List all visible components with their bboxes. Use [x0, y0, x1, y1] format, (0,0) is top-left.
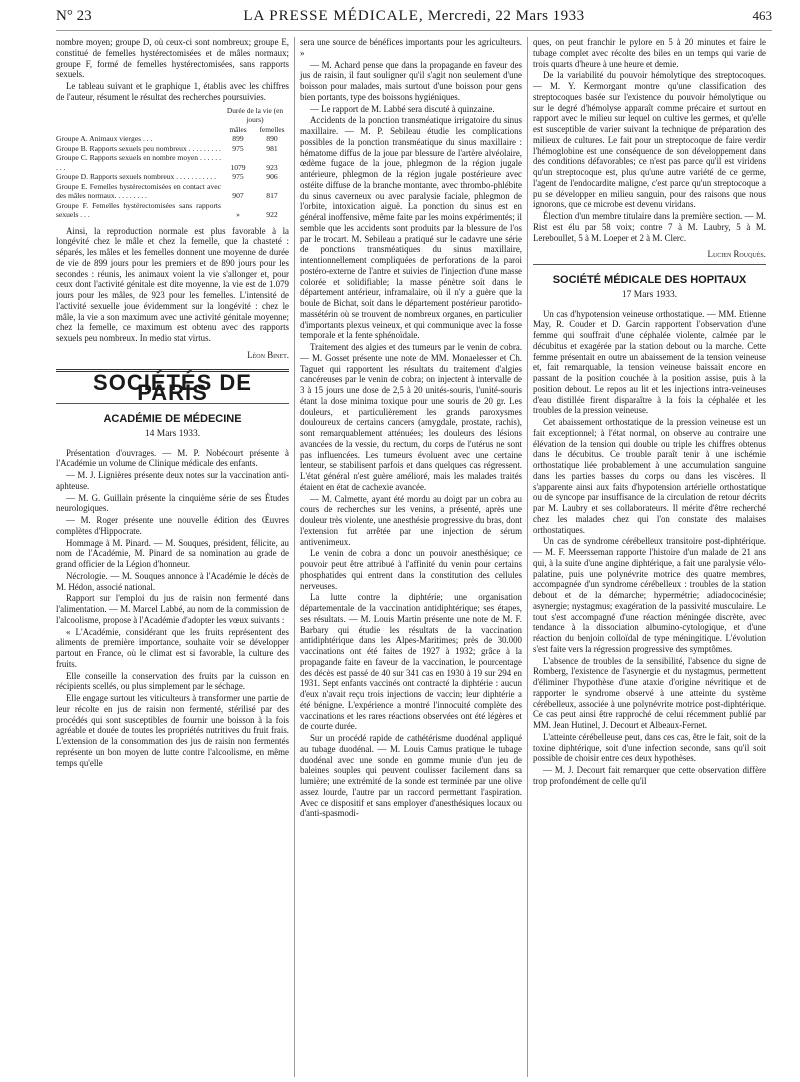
paragraph: Ainsi, la reproduction normale est plus favorable à la longévité chez le mâle et chez la femelle, que la chasteté : séparés, les mâles et les femelles donnent une moyenne de durée de vie de 899 jours pour les premiers et de 890 jours pour les secondes : réunis, les animaux voient la vie s'allonger et, pour ceux dont l'activité génitale est dite moyenne, la vie est de 1.079 jours pour les mâles, de 923 pour les femelles. L'intensité de l'activité sexuelle joue évidemment sur la longévité : chez le mâle, la vie a son maximum avec une activité génitale moyenne; chez la femelle, ce maximum est obtenu avec des rapports sexuels peu nombreux. In medio stat virtus. — [56, 225, 289, 343]
paragraph: Sur un procédé rapide de cathétérisme duodénal appliqué au tubage duodénal. — M. Louis Camus pratique le tubage duodénal avec une sonde en gomme munie d'un jeu de baleines souples qui peuvent coulisser facilement dans sa lumière; une extrémité de la sonde est terminée par une olive assez lourde, l'autre par un raccord permettant l'aspiration. Avec ce dispositif et sans employer d'anesthésiques locaux ou d'anti-spasmodi- — [300, 733, 522, 819]
issue-number: N° 23 — [56, 8, 92, 24]
cell-males: 975 — [232, 143, 244, 153]
paragraph: Le venin de cobra a donc un pouvoir anesthésique; ce pouvoir peut être attribué à l'affinité du venin pour certains phosphatides qui entrent dans la constitution des cellules nerveuses. — [300, 548, 522, 591]
paragraph: — M. J. Decourt fait remarquer que cette observation diffère trop profondément de celle qu'il — [533, 765, 766, 786]
column-2 — [295, 37, 527, 1077]
paragraph: Cet abaissement orthostatique de la pression veineuse est un fait exceptionnel; à l'état normal, on observe au contraire une élévation de la tension qui double ou triple les chiffres obtenus dans le décubitus. Ce trouble paraît tenir à une ischémie orthostatique liée probablement à une accumulation sanguine dans les parties basses du corps ou dans les viscères. Il s'apparente ainsi aux faits d'hypotension artérielle orthostatique ou de syncope par insuffisance de la circulation de retour décrits par M. Laubry et ses collaborateurs. Il mérite d'être recherché chez les malades chez qui l'on constate des malaises orthostatiques. — [533, 417, 766, 535]
paragraph: « L'Académie, considérant que les fruits représentent des aliments de première importance, souhaite voir se développer partout en France, où le climat est si favorable, la culture des fruits. — [56, 626, 289, 669]
row-label: Groupe D. Rapports sexuels nombreux . . . . . . . . . . . — [56, 172, 217, 181]
paragraph: Un cas de syndrome cérébelleux transitoire post-diphtérique. — M. F. Meersseman rapporte l'histoire d'un malade de 21 ans qui, à la suite d'une angine diphtérique, a fait une paralysie vélo-palatine, puis une polynévrite motrice des quatre membres, accompagnée d'un syndrome cérébelleux : troubles de la station debout et de la démarche; hypermétrie; adiadococinésie; asynergie; nystagmus; exagération de la passivité musculaire. Le tout s'est accompagné d'une réaction méningée discrète, avec tendance à la dissociation albumino-cytologique, et d'une réaction du benjoin colloïdal de type méningitique. L'évolution s'est faite vers la régression progressive des symptômes. — [533, 536, 766, 654]
cell-males: 907 — [232, 191, 244, 200]
table-head: Durée de la vie (en jours) — [226, 105, 284, 124]
lifespan-table — [56, 106, 289, 220]
table-row — [56, 144, 289, 154]
paragraph: — M. Calmette, ayant été mordu au doigt par un cobra au cours de recherches sur les venins, a présenté, après une douleur très violente, une anesthésie progressive du bras, dont l'extension fut arrêtée par une injection de sérum antivenimeux. — [300, 493, 522, 547]
cell-females: 922 — [266, 210, 278, 219]
paragraph: La lutte contre la diphtérie; une organisation départementale de la vaccination antidiphtérique; ses étapes, ses résultats. — M. Louis Martin présente une note de M. F. Barbary qui étudie les résultats de la vaccination antidiphtérique dans les Alpes-Maritimes; près de 30.000 vaccinations ont été faites de 1927 à 1932; grâce à la propagande faite en faveur de la vaccination, le pourcentage des décès est passé de 40 sur 341 cas en 1930 à 19 sur 294 en 1931. Sept enfants vaccinés ont contracté la diphtérie : aucun d'eux n'avait reçu trois injections de vaccin; leur diphtérie a été bénigne. L'expérience a montré l'innocuité complète des vaccinations et les rares réactions observées ont été légères et de courte durée. — [300, 592, 522, 732]
columns — [56, 37, 772, 1077]
column-1 — [56, 37, 294, 1077]
society-heading: SOCIÉTÉ MÉDICALE DES HOPITAUX — [552, 274, 747, 286]
paragraph: De la variabilité du pouvoir hémolytique des streptocoques. — M. Y. Kermorgant montre qu'une classification des streptocoques basée sur l'existence du pouvoir hémolytique ou sur le degré d'hémolyse apparaît comme précaire et surtout en rapport avec le milieu sur lequel on cultive les germes, et qu'elle est susceptible de varier suivant la technique de préparation des milieux de cultures. Le fait pour un streptocoque de faire verdir l'hémoglobine est une conséquence de son développement dans des conditions défavorables; ce n'est pas parce qu'il est viridens qu'un streptocoque est, plus qu'une autre variété de ce germe, l'agent de l'endocardite maligne, c'est parce qu'un streptocoque a pu se développer en milieu sanguin, pour des raisons que nous ignorons, que ce microbe est devenu viridans. — [533, 70, 766, 210]
paragraph: ques, on peut franchir le pylore en 5 à 20 minutes et faire le tubage complet avec récolte des biles en un temps qui varie de trois quarts d'heure à une heure et demie. — [533, 37, 766, 69]
row-label: Groupe E. Femelles hystérectomisées en contact avec des mâles normaux. . . . . . . . . — [56, 181, 221, 200]
table-row — [56, 134, 289, 144]
paragraph: Élection d'un membre titulaire dans la première section. — M. Rist est élu par 58 voix; contre 7 à M. Laubry, 5 à M. Lereboullet, 5 à M. Loeper et 2 à M. Clerc. — [533, 211, 766, 243]
row-label: Groupe B. Rapports sexuels peu nombreux . . . . . . . . . — [56, 143, 221, 153]
session-date: 17 Mars 1933. — [621, 289, 678, 300]
paragraph: L'absence de troubles de la sensibilité, l'absence du signe de Romberg, l'existence de l'asynergie et du nystagmus, permettent d'éliminer l'hypothèse d'une ataxie d'origine névritique et de rapporter le syndrome observé à une atteinte du système cérébelleux, associée à une polynévrite motrice post-diphtérique. Ce cas peut ainsi être rapproché de celui récemment publié par MM. Jean Hutinel, J. Decourt et Albeaux-Fernet. — [533, 655, 766, 730]
paragraph: — M. Achard pense que dans la propagande en faveur des jus de raisin, il faut souligner qu'il s'agit non seulement d'une boisson pour malades, mais surtout d'une boisson pour gens bien portants, type des boissons hygiéniques. — [300, 59, 522, 102]
paragraph: — M. J. Lignières présente deux notes sur la vaccination anti-aphteuse. — [56, 470, 289, 491]
cell-females: 981 — [266, 143, 278, 153]
cell-females: 923 — [266, 162, 278, 172]
paragraph: Rapport sur l'emploi du jus de raisin non fermenté dans l'alimentation. — M. Marcel Labbé, au nom de la commission de l'alcoolisme, propose à l'Académie d'adopter les vœux suivants : — [56, 593, 289, 625]
paragraph: Un cas d'hypotension veineuse orthostatique. — MM. Etienne May, R. Couder et D. Garcin rapportent l'observation d'une femme qui souffrait d'une céphalée violente, calmée par le décubitus et exagérée par la station debout ou la marche. Cette femme présentait en outre un abaissement de la tension veineuse et, fait remarquable, la tension veineuse baissait encore en passant de la position couchée à la position assise, puis à la position debout. Le repos au lit et les injections intra-veineuses d'eau distillée firent disparaître à la fois la céphalée et les troubles de la pression veineuse. — [533, 308, 766, 416]
paragraph: Elle conseille la conservation des fruits par la cuisson en récipients scellés, ou plus simplement par le séchage. — [56, 670, 289, 692]
paragraph: Accidents de la ponction transméatique irrigatoire du sinus maxillaire. — M. P. Sebileau étudie les complications possibles de la ponction transméatique du sinus maxillaire : hématome diffus de la joue par blessure de l'artère alvéolaire, œdème fugace de la joue, phlegmon de la région jugale antérieure, phlegmon de la région jugale postérieure avec ostéite diffuse de la branche montante, avec thrombo-phlébite du sinus caverneux ou avec paralysie faciale, phlegmon de l'orbite, intoxication aiguë. La ponction du sinus est en général inoffensive, même faite par les moins expérimentés; il semble que les accidents sont produits par la blessure de l'os par le trocart. M. Sebileau a pratiqué sur le cadavre une série de ponctions transméatiques du sinus maxillaire, intentionnellement compliquées de perforations de la paroi postéro-externe de l'antre et suivies de l'injection d'une masse colorée et solidifiable; la masse pénètre soit dans le département antérieur, inframalaire, où il n'y a guère que la boule de Bichat, soit dans le département postérieur parotido-massétérin où se trouvent de nombreux organes, en particulier d'importants plexus veineux, et qui communique avec la fosse temporale et la fente sphénoïdale. — [300, 115, 522, 341]
society-heading: ACADÉMIE DE MÉDECINE — [103, 413, 242, 425]
paragraph: — Le rapport de M. Labbé sera discuté à quinzaine. — [310, 103, 495, 114]
paragraph: Elle engage surtout les viticulteurs à transformer une partie de leur récolte en jus de raisin non fermenté, stérilisé par des procédés qui sont susceptibles de fournir une boisson à la fois agréable et douée de toutes les propriétés nutritives du fruit frais. L'extension de la consommation des jus de raisin non fermentés représente un bon moyen de lutte contre l'alcoolisme, en même temps qu'elle — [56, 693, 289, 768]
folio: 463 — [752, 8, 772, 23]
row-label: Groupe C. Rapports sexuels en nombre moyen . . . . . . . . . — [56, 153, 221, 172]
cell-males: » — [236, 210, 240, 219]
paragraph: Hommage à M. Pinard. — M. Souques, président, félicite, au nom de l'Académie, M. Pinard de sa nomination au grade de grand officier de la Légion d'honneur. — [56, 537, 289, 569]
paragraph: Nécrologie. — M. Souques annonce à l'Académie le décès de M. Hédon, associé national. — [56, 570, 289, 592]
journal-name: LA PRESSE MÉDICALE, — [243, 8, 424, 24]
issue-date: Mercredi, 22 Mars 1933 — [427, 8, 585, 24]
cell-females: 906 — [266, 172, 278, 181]
paragraph: Traitement des algies et des tumeurs par le venin de cobra. — M. Gosset présente une note de MM. Monaelesser et Ch. Taguet qui rapportent les résultats du traitement d'algies cancéreuses par le venin de cobra; on injectent à intervalle de 3 à 15 jours une dose de 2,5 à 20 unités-souris, l'unité-souris étant la dose minima toxique pour une souris de 20 gr. Les douleurs, et particulièrement les grands paroxysmes douloureux de certains cancers (amygdale, prostate, rachis), sont remarquablement atténuées; les douleurs des lésions avancées de la vessie, du rectum, du corps de l'utérus ne sont pas influencées. Les tumeurs évoluent avec une certaine lenteur, se stabilisent parfois et dans quelques cas régressent. L'état général n'est guère amélioré, mais les malades traités étaient en état de cachexie avancée. — [300, 342, 522, 492]
paragraph: L'atteinte cérébelleuse peut, dans ces cas, être le fait, soit de la toxine diphtérique, soit d'une infection seconde, sans qu'il soit possible de choisir entre ces deux hypothèses. — [533, 731, 766, 764]
paragraph: nombre moyen; groupe D, où ceux-ci sont nombreux; groupe E, constitué de femelles hystérectomisées et de mâles normaux; groupe F, formé de femelles hystérectomisées, sans rapports sexuels. — [56, 37, 289, 80]
cell-males: 975 — [232, 172, 244, 181]
col-header-males: mâles — [229, 124, 247, 134]
table-row — [56, 153, 289, 172]
paragraph: Le tableau suivant et le graphique 1, établis avec les chiffres de l'auteur, résument le résultat des recherches poursuivies. — [56, 81, 289, 102]
session-date: 14 Mars 1933. — [144, 428, 201, 439]
table-row — [56, 172, 289, 182]
row-label: Groupe F. Femelles hystérectomisées sans rapports sexuels . . . — [56, 200, 221, 219]
cell-females: 890 — [266, 134, 278, 143]
row-label: Groupe A. Animaux vierges . . . — [56, 134, 153, 143]
header-title — [136, 8, 692, 25]
paragraph: Présentation d'ouvrages. — M. P. Nobécourt présente à l'Académie un volume de Clinique médicale des enfants. — [56, 447, 289, 469]
paragraph: — M. Roger présente une nouvelle édition des Œuvres complètes d'Hippocrate. — [56, 515, 289, 536]
table-row — [56, 201, 289, 220]
col-header-females: femelles — [259, 124, 285, 134]
divider — [533, 264, 766, 265]
cell-males: 899 — [232, 134, 244, 143]
section-title: SOCIÉTÉS DE PARIS — [93, 369, 252, 406]
paragraph: sera une source de bénéfices importants pour les agriculteurs. » — [300, 37, 522, 58]
signature: Léon Binet. — [247, 349, 289, 360]
cell-males: 1079 — [230, 162, 246, 172]
page-header — [56, 8, 772, 31]
cell-females: 817 — [266, 191, 278, 200]
column-3 — [528, 37, 766, 1077]
paragraph: — M. G. Guillain présente la cinquième série de ses Études neurologiques. — [56, 492, 289, 514]
signature: Lucien Rouquès. — [707, 249, 766, 260]
table-row — [56, 182, 289, 201]
